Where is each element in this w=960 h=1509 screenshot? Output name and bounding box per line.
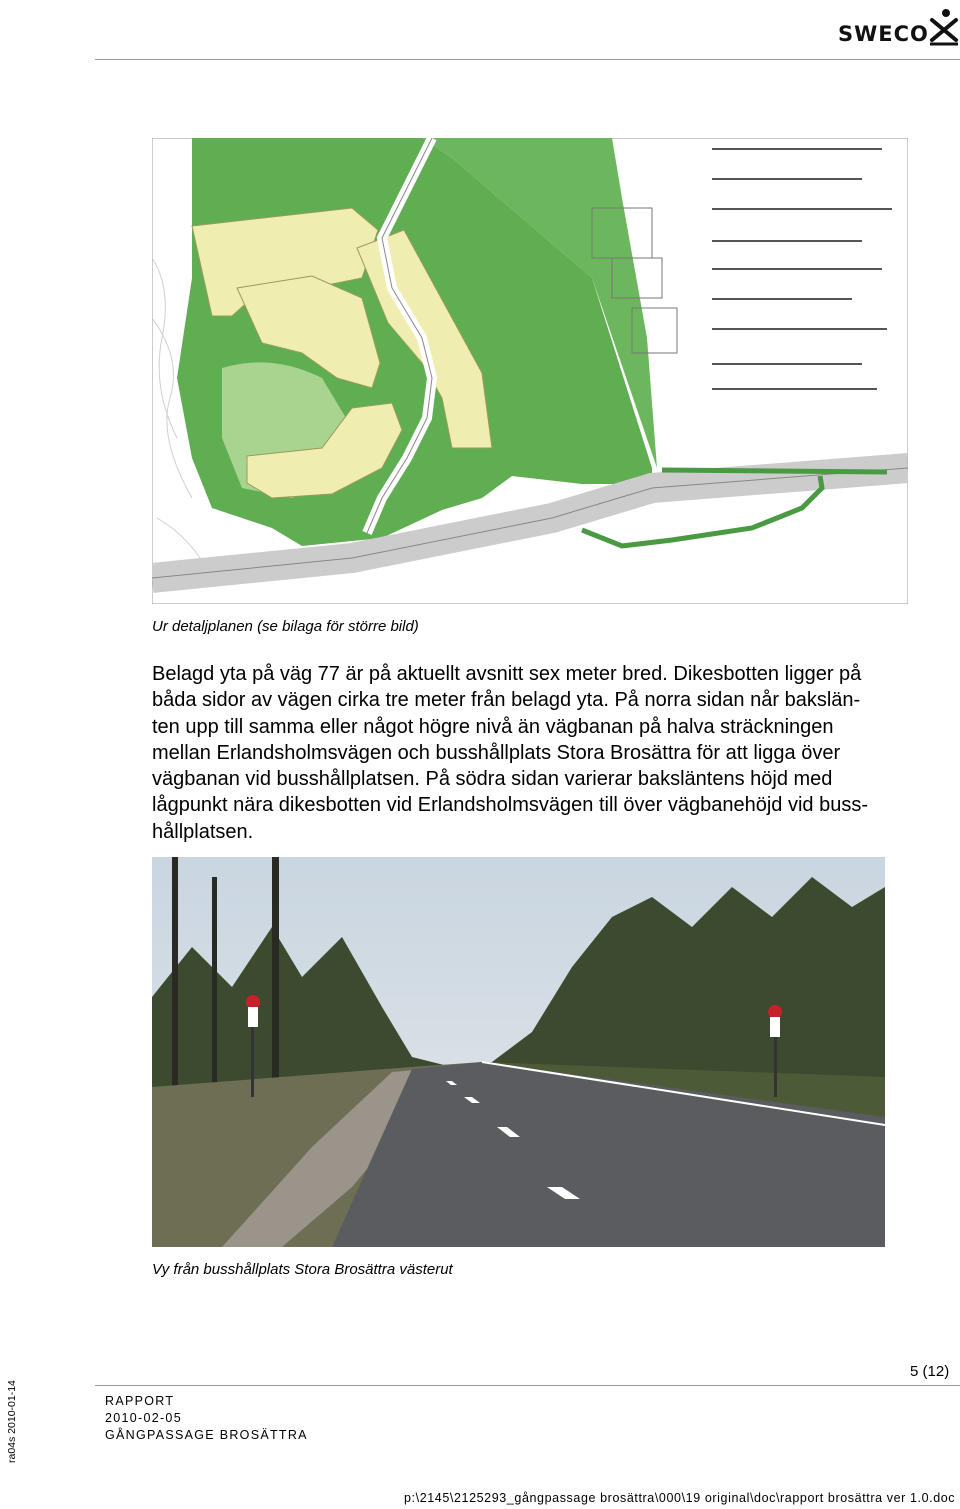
detailed-plan-map: [152, 138, 908, 604]
body-line: Belagd yta på väg 77 är på aktuellt avsnitt sex meter bred. Dikesbotten ligger på: [152, 663, 862, 685]
map-caption: Ur detaljplanen (se bilaga för större bild): [152, 618, 419, 635]
body-line: ten upp till samma eller något högre nivå än vägbanan på halva sträckningen: [152, 715, 834, 738]
project-name: GÅNGPASSAGE BROSÄTTRA: [105, 1428, 308, 1442]
road-photo: [152, 857, 885, 1247]
body-paragraph: [152, 661, 912, 845]
logo-text: SWECO: [838, 22, 929, 46]
doc-type: RAPPORT: [105, 1394, 175, 1408]
file-path: p:\2145\2125293_gångpassage brosättra\000\19 original\doc\rapport brosättra ver 1.0.doc: [404, 1491, 956, 1505]
sweco-logo: [838, 8, 960, 48]
body-line: båda sidor av vägen cirka tre meter från belagd yta. På norra sidan når bakslän-: [152, 689, 861, 712]
body-line: mellan Erlandsholmsvägen och busshållplats Stora Brosättra för att ligga över: [152, 741, 841, 764]
sweco-logo-icon: [928, 8, 960, 48]
footer-block: [105, 1393, 308, 1444]
page-number: 5 (12): [910, 1363, 950, 1380]
body-line: hållplatsen.: [152, 820, 254, 843]
footer-rule: [95, 1385, 960, 1386]
side-code: ra04s 2010-01-14: [6, 1380, 18, 1463]
body-line: lågpunkt nära dikesbotten vid Erlandsholmsvägen till över vägbanehöjd vid buss-: [152, 794, 868, 817]
photo-caption: Vy från busshållplats Stora Brosättra västerut: [152, 1261, 453, 1278]
header-rule: [95, 59, 960, 60]
doc-date: 2010-02-05: [105, 1411, 182, 1425]
body-line: vägbanan vid busshållplatsen. På södra sidan varierar baksläntens höjd med: [152, 768, 833, 791]
